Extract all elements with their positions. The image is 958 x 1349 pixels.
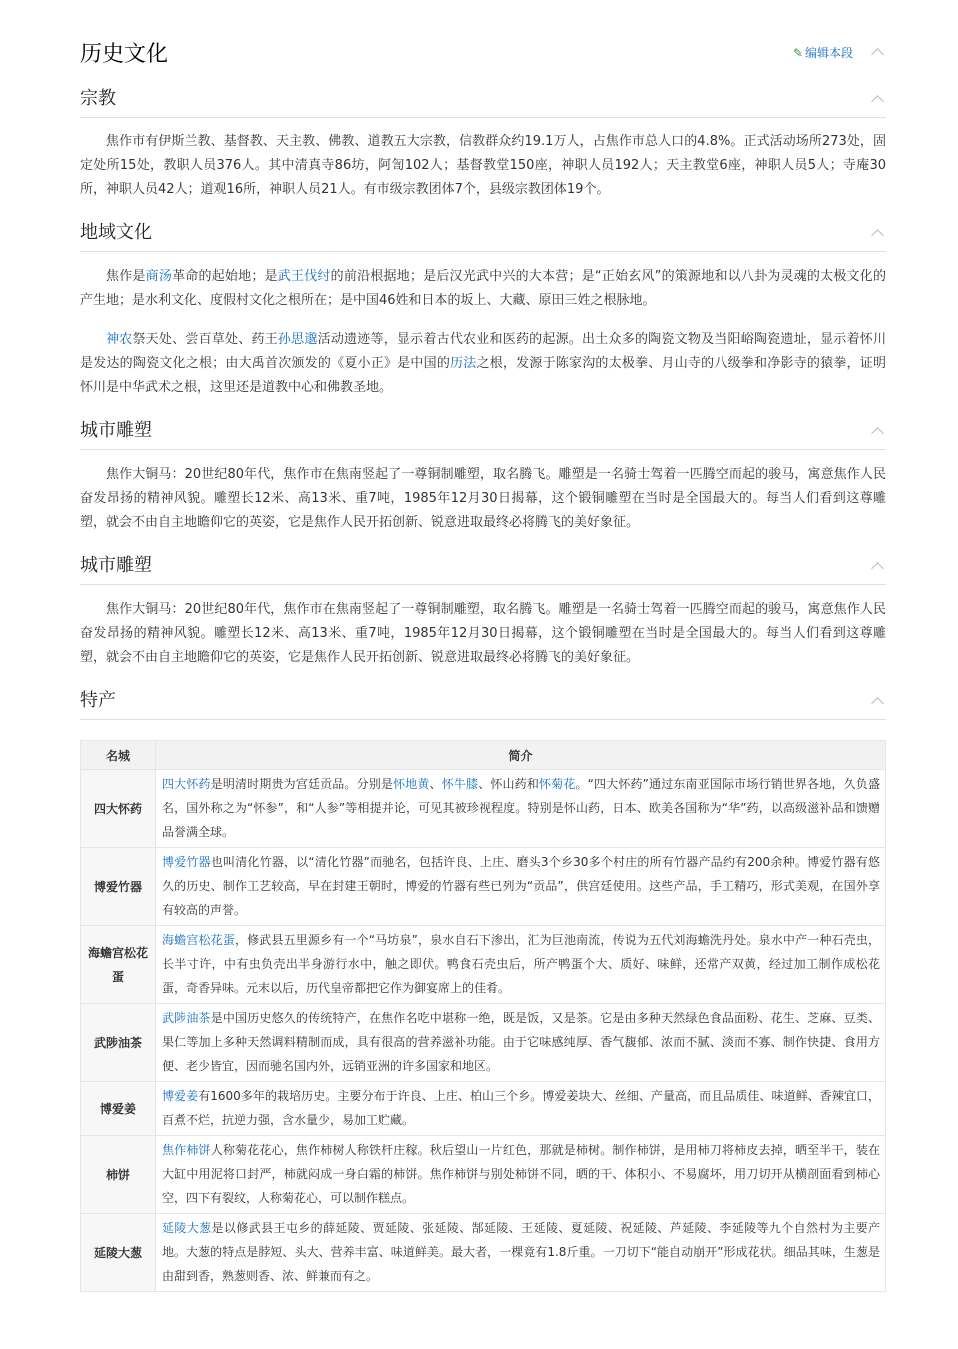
collapse-chevron-up-icon[interactable] (870, 694, 886, 708)
section-heading-religion (80, 88, 886, 118)
section-title: 城市雕塑 (80, 420, 152, 441)
link-wuwang-fazhou[interactable]: 武王伐纣 (277, 269, 331, 284)
table-cell-name: 武陟油茶 (81, 1004, 156, 1082)
regional-paragraph-2 (80, 328, 886, 400)
section-title: 特产 (80, 690, 116, 711)
sculpture-paragraph: 焦作大铜马：20世纪80年代，焦作市在焦南竖起了一尊铜制雕塑，取名腾飞。雕塑是一名骑士驾着一匹腾空而起的骏马，寓意焦作人民奋发昂扬的精神风貌。雕塑长12米、高13米、重7吨，1985年12月30日揭幕，这个锻铜雕塑在当时是全国最大的。每当人们看到这尊雕塑，就会不由自主地瞻仰它的英姿，它是焦作人民开拓创新、锐意进取最终必将腾飞的美好象征。 (80, 467, 886, 530)
section-title: 宗教 (80, 88, 116, 109)
text: 之根，发源于陈家沟的太极拳、月山寺的八级拳和净影寺的猿拳，证明怀川是中华武术之根，这里还是道教中心和佛教圣地。 (80, 356, 886, 395)
text: ，修武县五里源乡有一个“马坊泉”，泉水自石下渗出，汇为巨池南流，传说为五代刘海蟾洗丹处。泉水中产一种石壳虫，长半寸许，中有虫负壳出半身游行水中，触之即伏。鸭食石壳虫后，所产鸭蛋个大、质好、味鲜，还常产双黄，经过加工制作成松花蛋，奇香异味。元末以后，历代皇帝都把它作为御宴席上的佳肴。 (162, 933, 880, 995)
table-cell-desc (156, 1082, 886, 1136)
edit-section-link[interactable] (793, 45, 853, 61)
table-row (81, 1004, 886, 1082)
specialty-link[interactable]: 怀地黄 (393, 777, 430, 791)
section-title: 城市雕塑 (80, 555, 152, 576)
table-cell-desc (156, 1214, 886, 1292)
table-row (81, 926, 886, 1004)
table-row (81, 1136, 886, 1214)
column-header-desc: 简介 (156, 741, 886, 770)
specialty-link[interactable]: 怀牛膝 (441, 777, 479, 791)
specialty-link[interactable]: 焦作柿饼 (162, 1143, 211, 1157)
text: 的前沿根据地；是后汉光武中兴的大本营；是“正始玄风”的策源地和以八卦为灵魂的太极文化的产生地；是水利文化、度假村文化之根所在；是中国46姓和日本的坂上、大藏、原田三姓之根脉地。 (80, 269, 886, 308)
link-sun-simiao[interactable]: 孙思邈 (277, 332, 318, 347)
table-row (81, 1082, 886, 1136)
specialty-link[interactable]: 博爱竹器 (162, 855, 211, 869)
table-row (81, 770, 886, 848)
table-cell-desc (156, 770, 886, 848)
text: 。“四大怀药”通过东南亚国际市场行销世界各地，久负盛名，国外称之为“怀参”，和“人参”等相提并论，可见其被珍视程度。特别是怀山药，日本、欧美各国称为“华”药，以高级滋补品和馈赠品誉满全球。 (162, 777, 880, 839)
table-cell-name: 延陵大葱 (81, 1214, 156, 1292)
table-cell-desc (156, 1004, 886, 1082)
collapse-chevron-up-icon[interactable] (870, 424, 886, 438)
table-cell-desc (156, 1136, 886, 1214)
specialty-link[interactable]: 博爱姜 (162, 1089, 199, 1103)
section-heading-sculpture (80, 555, 886, 585)
table-cell-desc (156, 926, 886, 1004)
text: 是中国历史悠久的传统特产，在焦作名吃中堪称一绝，既是饭，又是茶。它是由多种天然绿色食品面粉、花生、芝麻、豆类、果仁等加上多种天然调料精制而成，具有很高的营养滋补功能。由于它味感纯厚、香气馥郁、浓而不腻、淡而不寡、制作快捷、食用方便、老少皆宜，因而驰名国内外，远销亚洲的许多国家和地区。 (162, 1011, 880, 1073)
religion-paragraph: 焦作市有伊斯兰教、基督教、天主教、佛教、道教五大宗教，信教群众约19.1万人，占焦作市总人口的4.8%。正式活动场所273处，固定处所15处，教职人员376人。其中清真寺86坊，阿訇102人；基督教堂150座，神职人员192人；天主教堂6座，神职人员5人；寺庵30所，神职人员42人；道观16所，神职人员21人。有市级宗教团体7个，县级宗教团体19个。 (80, 134, 886, 197)
text: 革命的起始地；是 (172, 269, 278, 284)
text: 人称菊花花心，焦作柿树人称铁杆庄稼。秋后望山一片红色，那就是柿树。制作柿饼，是用柿刀将柿皮去掉，晒至半干，装在大缸中用泥将口封严，柿就闷成一身白霜的柿饼。焦作柿饼与别处柿饼不同，晒的干、体积小、不易腐坏，用刀切开从横剖面看到柿心空，四下有裂纹，人称菊花心，可以制作糕点。 (162, 1143, 880, 1205)
text: 焦作是 (106, 269, 146, 284)
table-row (81, 848, 886, 926)
text: 祭天处、尝百草处、药王 (132, 332, 278, 347)
regional-paragraph-1 (80, 265, 886, 313)
section-heading-sculpture (80, 420, 886, 450)
page-title: 历史文化 (80, 42, 169, 67)
page-header (80, 0, 886, 88)
specialty-link[interactable]: 海蟾宫松花蛋 (162, 933, 235, 947)
specialty-link[interactable]: 怀菊花 (539, 777, 576, 791)
specialty-link[interactable]: 武陟油茶 (162, 1011, 211, 1025)
section-heading-regional (80, 222, 886, 252)
table-row (81, 1214, 886, 1292)
collapse-chevron-up-icon[interactable] (870, 45, 886, 59)
table-cell-name: 海蟾宫松花蛋 (81, 926, 156, 1004)
table-cell-desc (156, 848, 886, 926)
text: 是明清时期贵为宫廷贡品。分别是 (210, 777, 394, 791)
specialty-link[interactable]: 四大怀药 (162, 777, 211, 791)
collapse-chevron-up-icon[interactable] (870, 92, 886, 106)
text: 、怀山药和 (478, 777, 540, 791)
pencil-icon: ✎ (792, 46, 803, 60)
table-header-row (81, 741, 886, 770)
collapse-chevron-up-icon[interactable] (870, 559, 886, 573)
text: 是以修武县王屯乡的薛延陵、贾延陵、张延陵、郜延陵、王延陵、夏延陵、祝延陵、芦延陵、李延陵等九个自然村为主要产地。大葱的特点是脖短、头大、营养丰富、味道鲜美。最大者，一棵竟有1.8斤重。一刀切下“能自动崩开”形成花状。细品其味，生葱是由甜到香，熟葱则香、浓、鲜兼而有之。 (162, 1221, 880, 1283)
link-calendar[interactable]: 历法 (450, 356, 477, 371)
content-page (80, 0, 886, 1292)
table-cell-name: 博爱姜 (81, 1082, 156, 1136)
text: 有1600多年的栽培历史。主要分布于许良、上庄、柏山三个乡。博爱姜块大、丝细、产量高，而且品质佳、味道鲜、香辣宜口，百煮不烂，抗逆力强，含水量少，易加工贮藏。 (162, 1089, 880, 1127)
specialty-link[interactable]: 延陵大葱 (162, 1221, 212, 1235)
specialty-table-body (81, 770, 886, 1292)
column-header-name: 名城 (81, 741, 156, 770)
table-cell-name: 四大怀药 (81, 770, 156, 848)
sculpture-paragraph: 焦作大铜马：20世纪80年代，焦作市在焦南竖起了一尊铜制雕塑，取名腾飞。雕塑是一名骑士驾着一匹腾空而起的骏马，寓意焦作人民奋发昂扬的精神风貌。雕塑长12米、高13米、重7吨，1985年12月30日揭幕，这个锻铜雕塑在当时是全国最大的。每当人们看到这尊雕塑，就会不由自主地瞻仰它的英姿，它是焦作人民开拓创新、锐意进取最终必将腾飞的美好象征。 (80, 602, 886, 665)
link-shennong[interactable]: 神农 (106, 332, 133, 347)
collapse-chevron-up-icon[interactable] (870, 226, 886, 240)
specialty-table (80, 740, 886, 1292)
section-heading-specialty (80, 690, 886, 720)
text: 也叫清化竹器，以“清化竹器”而驰名，包括许良、上庄、磨头3个乡30多个村庄的所有竹器产品约有200余种。博爱竹器有悠久的历史、制作工艺较高，早在封建王朝时，博爱的竹器有些已列为“贡品”，供宫廷使用。这些产品，手工精巧，形式美观，在国外享有较高的声誉。 (162, 855, 880, 917)
table-cell-name: 博爱竹器 (81, 848, 156, 926)
table-cell-name: 柿饼 (81, 1136, 156, 1214)
text: 活动遗迹等，显示着古代农业和医药的起源。出土众多的陶瓷文物及当阳峪陶瓷遗址，显示着怀川是发达的陶瓷文化之根；由大禹首次颁发的《夏小正》是中国的 (80, 332, 886, 371)
edit-label: 编辑本段 (804, 46, 853, 60)
link-shang-tang[interactable]: 商汤 (145, 269, 173, 284)
section-title: 地域文化 (80, 222, 152, 243)
text: 、 (429, 777, 442, 791)
